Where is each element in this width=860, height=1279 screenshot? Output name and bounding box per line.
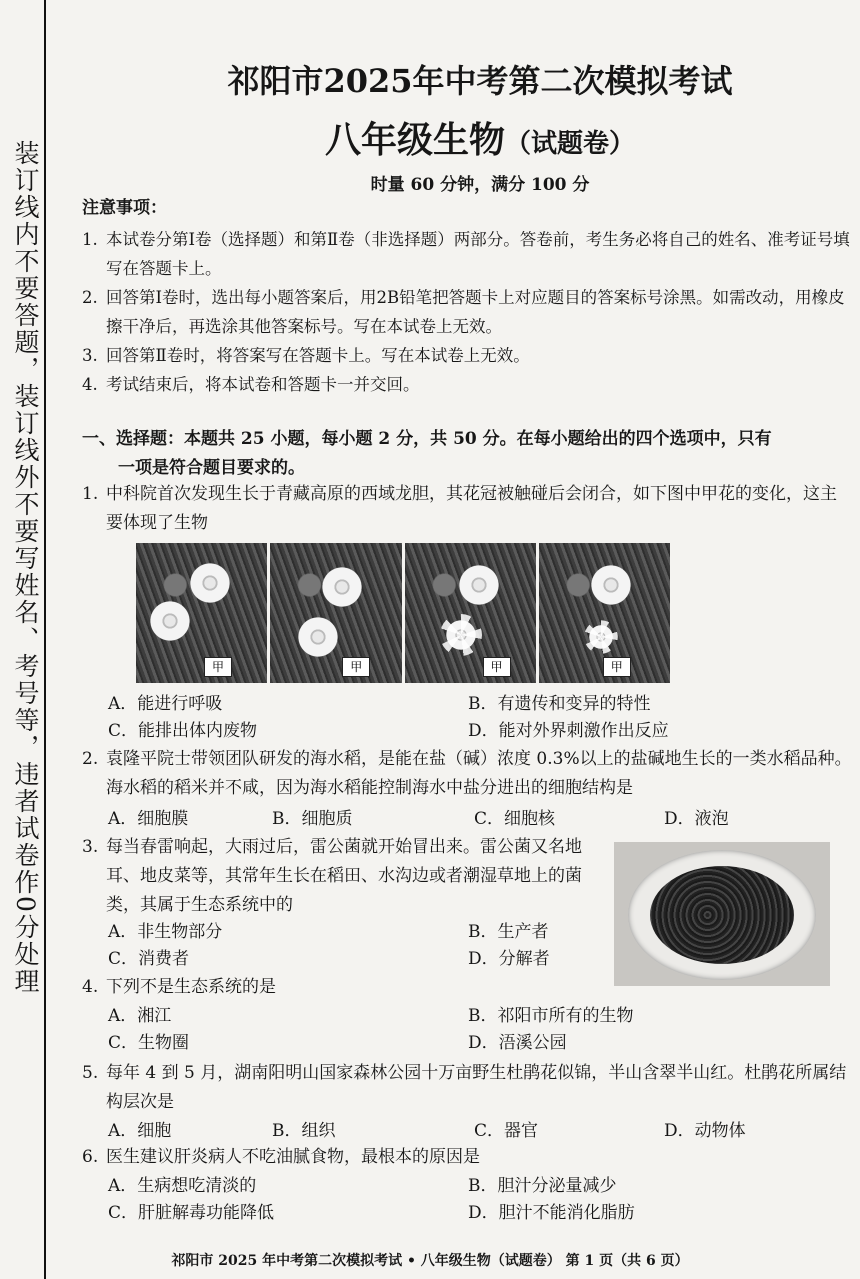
option-b: B．祁阳市所有的生物 xyxy=(468,1006,634,1026)
question-stem: 中科院首次发现生长于青藏高原的西域龙胆，其花冠被触碰后会闭合，如下图中甲花的变化，这主要体现了生物 xyxy=(106,484,837,533)
option-c: C．消费者 xyxy=(108,949,190,969)
option-d: D．液泡 xyxy=(664,809,729,829)
question-number: 5. xyxy=(82,1063,99,1083)
photo-tag: 甲 xyxy=(603,657,631,677)
section-line-1: 一、选择题：本题共 25 小题，每小题 2 分，共 50 分。在每小题给出的四个选项中，只有 xyxy=(82,429,772,449)
question-number: 3. xyxy=(82,837,99,857)
question-1-options xyxy=(0,690,860,750)
option-d: D．动物体 xyxy=(664,1121,746,1141)
note-number: 2. xyxy=(82,288,98,307)
option-a: A．湘江 xyxy=(108,1006,172,1026)
option-a: A．生病想吃清淡的 xyxy=(108,1176,257,1196)
option-c: C．器官 xyxy=(474,1121,539,1141)
question-6 xyxy=(82,1143,852,1172)
option-a: A．细胞膜 xyxy=(108,809,189,829)
option-c: C．生物圈 xyxy=(108,1033,190,1053)
note-item xyxy=(82,370,852,399)
binding-warning-text: 装订线内不要答题，装订线外不要写姓名、考号等，违者试卷作0分处理 xyxy=(11,140,40,995)
subject-title xyxy=(230,112,730,163)
option-c: C．能排出体内废物 xyxy=(108,721,258,741)
question-5 xyxy=(82,1059,852,1117)
option-b: B．有遗传和变异的特性 xyxy=(468,694,651,714)
option-d: D．能对外界刺激作出反应 xyxy=(468,721,669,741)
question-stem: 每当春雷响起，大雨过后，雷公菌就开始冒出来。雷公菌又名地耳、地皮菜等，其常年生长在稻田、水沟边或者潮湿草地上的菌类，其属于生态系统中的 xyxy=(106,837,582,915)
question-1 xyxy=(82,480,852,538)
photo-tag: 甲 xyxy=(483,657,511,677)
paper-type: （试题卷） xyxy=(505,129,636,159)
option-d: D．胆汁不能消化脂肪 xyxy=(468,1203,635,1223)
option-b: B．生产者 xyxy=(468,922,549,942)
question-3 xyxy=(82,833,612,920)
option-b: B．胆汁分泌量减少 xyxy=(468,1176,617,1196)
flower-photo-4 xyxy=(539,543,670,683)
question-stem: 医生建议肝炎病人不吃油腻食物，最根本的原因是 xyxy=(106,1147,480,1167)
note-item xyxy=(82,283,852,341)
note-text: 回答第Ⅰ卷时，选出每小题答案后，用2B铅笔把答题卡上对应题目的答案标号涂黑。如需改动，用橡皮擦干净后，再选涂其他答案标号。写在本试卷上无效。 xyxy=(106,288,845,336)
question-stem: 袁隆平院士带领团队研发的海水稻，是能在盐（碱）浓度 0.3%以上的盐碱地生长的一类水稻品种。海水稻的稻米并不咸，因为海水稻能控制海水中盐分进出的细胞结构是 xyxy=(106,749,852,798)
note-text: 回答第Ⅱ卷时，将答案写在答题卡上。写在本试卷上无效。 xyxy=(106,346,530,365)
option-c: C．细胞核 xyxy=(474,809,556,829)
time-info: 时量 60 分钟，满分 100 分 xyxy=(370,175,590,195)
flower-photo-1 xyxy=(136,543,267,683)
flower-icon xyxy=(457,563,501,607)
flower-icon xyxy=(296,615,340,659)
flower-icon xyxy=(148,599,192,643)
flower-photo-strip xyxy=(136,543,670,683)
option-a: A．能进行呼吸 xyxy=(108,694,223,714)
question-3-options xyxy=(0,918,860,978)
note-number: 4. xyxy=(82,375,98,394)
note-text: 考试结束后，将本试卷和答题卡一并交回。 xyxy=(106,375,420,394)
flower-icon xyxy=(188,561,232,605)
question-2-options xyxy=(0,805,860,835)
note-number: 1. xyxy=(82,230,98,249)
question-stem: 每年 4 到 5 月，湖南阳明山国家森林公园十万亩野生杜鹃花似锦，半山含翠半山红。杜鹃花所属结构层次是 xyxy=(106,1063,847,1112)
section-line-2: 一项是符合题目要求的。 xyxy=(118,458,305,478)
option-a: A．细胞 xyxy=(108,1121,172,1141)
exam-title: 祁阳市2025年中考第二次模拟考试 xyxy=(227,62,733,100)
question-number: 1. xyxy=(82,484,99,504)
flower-photo-3 xyxy=(405,543,536,683)
notes-list xyxy=(82,225,852,399)
question-number: 6. xyxy=(82,1147,99,1167)
question-number: 2. xyxy=(82,749,99,769)
question-number: 4. xyxy=(82,977,99,997)
flower-icon xyxy=(588,624,614,650)
note-item xyxy=(82,225,852,283)
note-item xyxy=(82,341,852,370)
section-heading xyxy=(82,425,852,483)
page-footer: 祁阳市 2025 年中考第二次模拟考试 • 八年级生物（试题卷） 第 1 页（共 6 页） xyxy=(171,1253,689,1269)
note-number: 3. xyxy=(82,346,98,365)
flower-icon xyxy=(444,619,477,652)
question-4 xyxy=(82,973,852,1002)
question-4-options xyxy=(0,1002,860,1062)
subject-name: 八年级生物 xyxy=(324,119,505,161)
flower-icon xyxy=(589,563,633,607)
flower-photo-2 xyxy=(270,543,401,683)
question-stem: 下列不是生态系统的是 xyxy=(106,977,276,997)
photo-tag: 甲 xyxy=(204,657,232,677)
binding-line xyxy=(44,0,46,1279)
option-d: D．分解者 xyxy=(468,949,550,969)
option-c: C．肝脏解毒功能降低 xyxy=(108,1203,275,1223)
option-b: B．细胞质 xyxy=(272,809,353,829)
photo-tag: 甲 xyxy=(342,657,370,677)
option-a: A．非生物部分 xyxy=(108,922,223,942)
option-b: B．组织 xyxy=(272,1121,336,1141)
question-2 xyxy=(82,745,852,803)
notes-heading: 注意事项： xyxy=(82,198,167,218)
note-text: 本试卷分第Ⅰ卷（选择题）和第Ⅱ卷（非选择题）两部分。答卷前，考生务必将自己的姓名、准考证号填写在答题卡上。 xyxy=(106,230,850,278)
option-d: D．浯溪公园 xyxy=(468,1033,567,1053)
question-6-options xyxy=(0,1172,860,1232)
flower-icon xyxy=(320,565,364,609)
